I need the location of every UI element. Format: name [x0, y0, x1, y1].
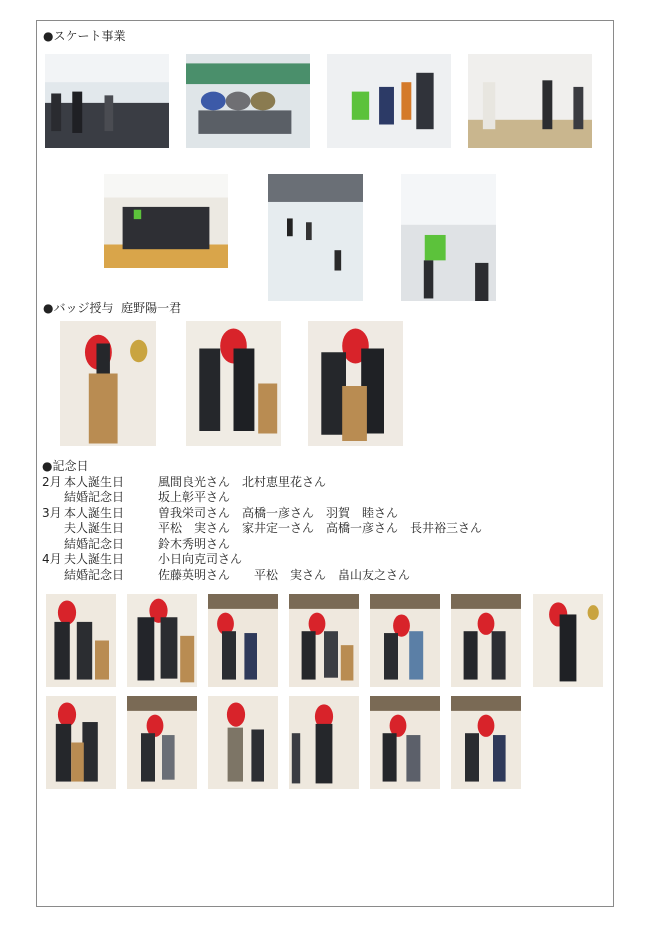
anniversary-names: 坂上彰平さん	[158, 490, 231, 504]
anniversary-photo	[289, 696, 359, 789]
anniversary-month: 3月	[42, 505, 62, 520]
anniversary-type: 結婚記念日	[64, 536, 125, 551]
anniversary-row	[42, 552, 482, 568]
anniversary-row	[42, 490, 482, 506]
anniversary-month	[42, 490, 64, 506]
anniversary-month	[42, 537, 64, 553]
badge-photo	[60, 321, 156, 446]
anniversary-month: 4月	[42, 552, 62, 566]
anniversary-type: 夫人誕生日	[64, 552, 125, 566]
anniversary-names: 小日向克司さん	[158, 552, 243, 566]
anniversary-photo	[451, 594, 521, 687]
anniversary-photo	[533, 594, 603, 687]
skate-photo	[104, 174, 228, 268]
skate-photo	[268, 174, 363, 301]
anniversary-type: 結婚記念日	[64, 567, 125, 582]
badge-section-title	[43, 301, 181, 315]
skate-photo	[468, 54, 592, 148]
anniversary-photo	[127, 594, 197, 687]
anniversary-photo	[370, 594, 440, 687]
anniversary-row	[42, 521, 482, 537]
newsletter-page	[36, 20, 614, 907]
anniversary-row	[42, 537, 482, 553]
anniversary-month	[42, 568, 64, 584]
anniversary-section	[42, 459, 482, 583]
anniversary-photo	[289, 594, 359, 687]
anniversary-names: 曽我栄司さん 高橋一彦さん 羽賀 睦さん	[158, 505, 399, 520]
anniversary-month: 2月	[42, 474, 62, 489]
badge-photo	[186, 321, 281, 446]
anniversary-type: 本人誕生日	[64, 474, 125, 489]
skate-photo	[401, 174, 496, 301]
anniversary-type: 夫人誕生日	[64, 521, 125, 535]
anniversary-photo	[127, 696, 197, 789]
anniversary-names: 平松 実さん 家井定一さん 高橋一彦さん 長井裕三さん	[158, 521, 483, 535]
anniversary-photo	[208, 594, 278, 687]
anniversary-photo	[46, 594, 116, 687]
skate-photo	[327, 54, 451, 148]
anniversary-row	[42, 475, 482, 491]
badge-title-text: ●バッジ授与	[43, 301, 114, 315]
anniversary-month	[42, 521, 64, 537]
anniversary-names: 佐藤英明さん 平松 実さん 畠山友之さん	[158, 567, 411, 582]
anniversary-photo	[370, 696, 440, 789]
anniversary-photo	[46, 696, 116, 789]
anniversary-photo	[208, 696, 278, 789]
anniversary-names: 風間良光さん 北村恵里花さん	[158, 474, 327, 489]
anniversary-names: 鈴木秀明さん	[158, 536, 231, 551]
skate-photo	[45, 54, 169, 148]
skate-section-title: ●スケート事業	[43, 29, 126, 43]
badge-photo	[308, 321, 403, 446]
anniversary-title: ●記念日	[42, 459, 89, 473]
anniversary-photo	[451, 696, 521, 789]
skate-photo	[186, 54, 310, 148]
anniversary-type: 結婚記念日	[64, 490, 125, 504]
anniversary-type: 本人誕生日	[64, 505, 125, 520]
badge-member-name: 庭野陽一君	[121, 301, 182, 315]
anniversary-row	[42, 568, 482, 584]
anniversary-row	[42, 506, 482, 522]
